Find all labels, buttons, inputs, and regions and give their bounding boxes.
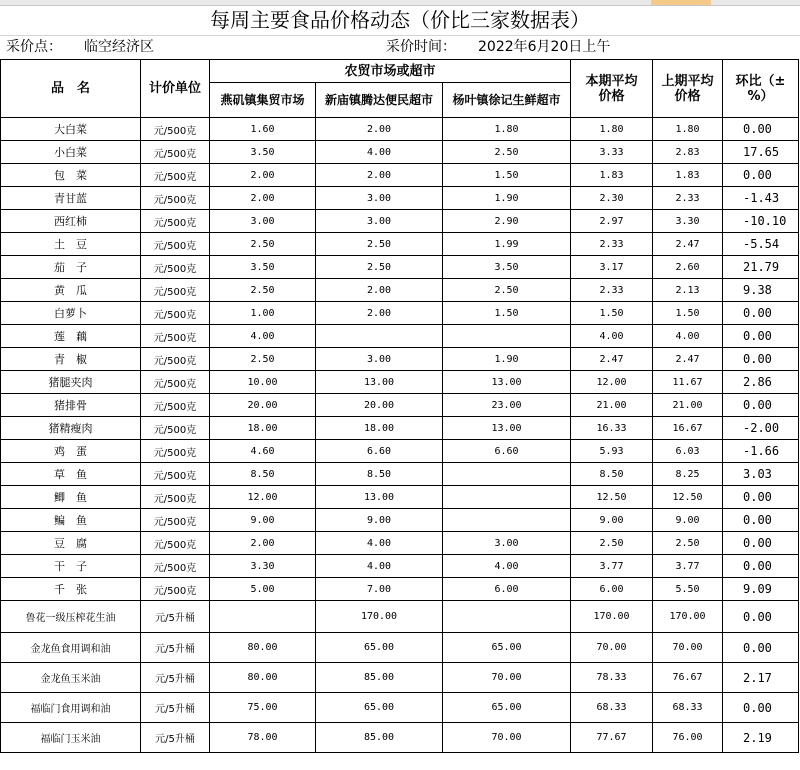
market2-price-cell[interactable]: 2.00 xyxy=(316,302,443,325)
item-name-cell[interactable]: 大白菜 xyxy=(1,118,141,141)
market3-price-cell[interactable]: 23.00 xyxy=(443,394,571,417)
market3-price-cell[interactable]: 2.90 xyxy=(443,210,571,233)
current-avg-cell[interactable]: 2.33 xyxy=(571,233,653,256)
table-row xyxy=(1,486,799,509)
market3-price-cell[interactable] xyxy=(443,325,571,348)
market1-price-cell[interactable]: 4.60 xyxy=(210,440,316,463)
current-avg-cell[interactable]: 2.33 xyxy=(571,279,653,302)
item-name-cell[interactable]: 福临门食用调和油 xyxy=(1,693,141,723)
current-avg-cell[interactable]: 5.93 xyxy=(571,440,653,463)
item-name-cell[interactable]: 黄 瓜 xyxy=(1,279,141,302)
unit-cell[interactable]: 元/500克 xyxy=(141,509,210,532)
table-row xyxy=(1,417,799,440)
prev-avg-cell[interactable]: 3.77 xyxy=(653,555,723,578)
prev-avg-cell[interactable]: 1.50 xyxy=(653,302,723,325)
market3-price-cell[interactable]: 2.50 xyxy=(443,141,571,164)
market2-price-cell[interactable]: 8.50 xyxy=(316,463,443,486)
market3-price-cell[interactable]: 1.90 xyxy=(443,348,571,371)
change-cell[interactable]: -10.10 xyxy=(723,210,799,233)
unit-cell[interactable]: 元/500克 xyxy=(141,279,210,302)
item-name-cell[interactable]: 猪排骨 xyxy=(1,394,141,417)
location-value: 临空经济区 xyxy=(84,39,154,55)
prev-avg-cell[interactable]: 2.47 xyxy=(653,233,723,256)
market2-price-cell[interactable]: 65.00 xyxy=(316,633,443,663)
table-row xyxy=(1,555,799,578)
market3-price-cell[interactable]: 65.00 xyxy=(443,633,571,663)
header-market3[interactable]: 杨叶镇徐记生鲜超市 xyxy=(443,83,571,118)
item-name-cell[interactable]: 土 豆 xyxy=(1,233,141,256)
current-avg-cell[interactable]: 2.47 xyxy=(571,348,653,371)
unit-cell[interactable]: 元/500克 xyxy=(141,486,210,509)
unit-cell[interactable]: 元/5升桶 xyxy=(141,601,210,633)
market1-price-cell[interactable]: 80.00 xyxy=(210,663,316,693)
current-avg-cell[interactable]: 4.00 xyxy=(571,325,653,348)
change-cell[interactable]: 0.00 xyxy=(723,394,799,417)
item-name-cell[interactable]: 小白菜 xyxy=(1,141,141,164)
market1-price-cell[interactable]: 2.50 xyxy=(210,233,316,256)
change-cell[interactable]: 9.09 xyxy=(723,578,799,601)
header-market1[interactable]: 燕矶镇集贸市场 xyxy=(210,83,316,118)
price-table xyxy=(0,59,799,753)
current-avg-cell[interactable]: 1.83 xyxy=(571,164,653,187)
header-name[interactable]: 品 名 xyxy=(1,60,141,118)
current-avg-cell[interactable]: 68.33 xyxy=(571,693,653,723)
item-name-cell[interactable]: 金龙鱼食用调和油 xyxy=(1,633,141,663)
current-avg-cell[interactable]: 170.00 xyxy=(571,601,653,633)
market3-price-cell[interactable]: 3.50 xyxy=(443,256,571,279)
market1-price-cell[interactable]: 10.00 xyxy=(210,371,316,394)
time-value: 2022年6月20日上午 xyxy=(478,39,611,55)
market3-price-cell[interactable]: 3.00 xyxy=(443,532,571,555)
change-cell[interactable]: 0.00 xyxy=(723,164,799,187)
market1-price-cell[interactable]: 3.50 xyxy=(210,256,316,279)
market3-price-cell[interactable]: 2.50 xyxy=(443,279,571,302)
market1-price-cell[interactable]: 18.00 xyxy=(210,417,316,440)
table-row xyxy=(1,187,799,210)
current-avg-cell[interactable]: 6.00 xyxy=(571,578,653,601)
prev-avg-cell[interactable]: 2.47 xyxy=(653,348,723,371)
unit-cell[interactable]: 元/500克 xyxy=(141,440,210,463)
market3-price-cell[interactable]: 70.00 xyxy=(443,723,571,753)
unit-cell[interactable]: 元/500克 xyxy=(141,164,210,187)
table-row xyxy=(1,371,799,394)
change-cell[interactable]: 0.00 xyxy=(723,555,799,578)
unit-cell[interactable]: 元/500克 xyxy=(141,210,210,233)
market1-price-cell[interactable]: 75.00 xyxy=(210,693,316,723)
change-cell[interactable]: -1.43 xyxy=(723,187,799,210)
market3-price-cell[interactable]: 1.90 xyxy=(443,187,571,210)
market2-price-cell[interactable]: 9.00 xyxy=(316,509,443,532)
market2-price-cell[interactable]: 6.60 xyxy=(316,440,443,463)
header-market-group[interactable]: 农贸市场或超市 xyxy=(210,60,571,83)
change-cell[interactable]: 0.00 xyxy=(723,348,799,371)
market1-price-cell[interactable]: 78.00 xyxy=(210,723,316,753)
item-name-cell[interactable]: 鳊 鱼 xyxy=(1,509,141,532)
prev-avg-cell[interactable]: 12.50 xyxy=(653,486,723,509)
market1-price-cell[interactable]: 80.00 xyxy=(210,633,316,663)
item-name-cell[interactable]: 莲 藕 xyxy=(1,325,141,348)
unit-cell[interactable]: 元/500克 xyxy=(141,233,210,256)
item-name-cell[interactable]: 西红柿 xyxy=(1,210,141,233)
item-name-cell[interactable]: 包 菜 xyxy=(1,164,141,187)
change-cell[interactable]: -1.66 xyxy=(723,440,799,463)
table-row xyxy=(1,164,799,187)
item-name-cell[interactable]: 金龙鱼玉米油 xyxy=(1,663,141,693)
market3-price-cell[interactable]: 13.00 xyxy=(443,417,571,440)
unit-cell[interactable]: 元/500克 xyxy=(141,118,210,141)
sheet-title: 每周主要食品价格动态（价比三家数据表） xyxy=(0,5,800,36)
table-row xyxy=(1,440,799,463)
market2-price-cell[interactable]: 3.00 xyxy=(316,348,443,371)
market2-price-cell[interactable]: 85.00 xyxy=(316,723,443,753)
prev-avg-cell[interactable]: 68.33 xyxy=(653,693,723,723)
current-avg-cell[interactable]: 2.30 xyxy=(571,187,653,210)
header-market2[interactable]: 新庙镇腾达便民超市 xyxy=(316,83,443,118)
change-cell[interactable]: 3.03 xyxy=(723,463,799,486)
prev-avg-cell[interactable]: 8.25 xyxy=(653,463,723,486)
current-avg-cell[interactable]: 3.77 xyxy=(571,555,653,578)
market1-price-cell[interactable]: 2.50 xyxy=(210,279,316,302)
unit-cell[interactable]: 元/500克 xyxy=(141,302,210,325)
market3-price-cell[interactable] xyxy=(443,463,571,486)
current-avg-cell[interactable]: 21.00 xyxy=(571,394,653,417)
change-cell[interactable]: 2.19 xyxy=(723,723,799,753)
table-row xyxy=(1,233,799,256)
item-name-cell[interactable]: 鸡 蛋 xyxy=(1,440,141,463)
market2-price-cell[interactable]: 4.00 xyxy=(316,532,443,555)
unit-cell[interactable]: 元/5升桶 xyxy=(141,723,210,753)
change-cell[interactable]: 0.00 xyxy=(723,601,799,633)
change-cell[interactable]: 0.00 xyxy=(723,302,799,325)
unit-cell[interactable]: 元/500克 xyxy=(141,371,210,394)
current-avg-cell[interactable]: 78.33 xyxy=(571,663,653,693)
item-name-cell[interactable]: 猪腿夹肉 xyxy=(1,371,141,394)
table-row xyxy=(1,693,799,723)
item-name-cell[interactable]: 青甘蓝 xyxy=(1,187,141,210)
table-row xyxy=(1,210,799,233)
current-avg-cell[interactable]: 12.00 xyxy=(571,371,653,394)
prev-avg-cell[interactable]: 6.03 xyxy=(653,440,723,463)
market1-price-cell[interactable]: 2.00 xyxy=(210,187,316,210)
table-row xyxy=(1,279,799,302)
table-row xyxy=(1,463,799,486)
market2-price-cell[interactable]: 4.00 xyxy=(316,555,443,578)
current-avg-cell[interactable]: 70.00 xyxy=(571,633,653,663)
market3-price-cell[interactable]: 65.00 xyxy=(443,693,571,723)
market2-price-cell[interactable]: 7.00 xyxy=(316,578,443,601)
current-avg-cell[interactable]: 2.50 xyxy=(571,532,653,555)
market1-price-cell[interactable]: 3.00 xyxy=(210,210,316,233)
change-cell[interactable]: 0.00 xyxy=(723,325,799,348)
header-unit[interactable]: 计价单位 xyxy=(141,60,210,118)
market3-price-cell[interactable]: 1.50 xyxy=(443,302,571,325)
prev-avg-cell[interactable]: 4.00 xyxy=(653,325,723,348)
item-name-cell[interactable]: 千 张 xyxy=(1,578,141,601)
current-avg-cell[interactable]: 3.17 xyxy=(571,256,653,279)
market3-price-cell[interactable]: 1.50 xyxy=(443,164,571,187)
item-name-cell[interactable]: 白萝卜 xyxy=(1,302,141,325)
table-row xyxy=(1,723,799,753)
unit-cell[interactable]: 元/5升桶 xyxy=(141,693,210,723)
market2-price-cell[interactable]: 2.50 xyxy=(316,256,443,279)
unit-cell[interactable]: 元/500克 xyxy=(141,348,210,371)
unit-cell[interactable]: 元/500克 xyxy=(141,578,210,601)
change-cell[interactable]: 2.17 xyxy=(723,663,799,693)
item-name-cell[interactable]: 茄 子 xyxy=(1,256,141,279)
market1-price-cell[interactable]: 20.00 xyxy=(210,394,316,417)
change-cell[interactable]: -5.54 xyxy=(723,233,799,256)
table-row xyxy=(1,578,799,601)
prev-avg-cell[interactable]: 9.00 xyxy=(653,509,723,532)
market2-price-cell[interactable]: 170.00 xyxy=(316,601,443,633)
change-cell[interactable]: 0.00 xyxy=(723,633,799,663)
change-cell[interactable]: 0.00 xyxy=(723,486,799,509)
current-avg-cell[interactable]: 12.50 xyxy=(571,486,653,509)
change-cell[interactable]: 0.00 xyxy=(723,118,799,141)
unit-cell[interactable]: 元/5升桶 xyxy=(141,633,210,663)
market2-price-cell[interactable]: 20.00 xyxy=(316,394,443,417)
current-avg-cell[interactable]: 8.50 xyxy=(571,463,653,486)
market2-price-cell[interactable]: 2.00 xyxy=(316,164,443,187)
prev-avg-cell[interactable]: 5.50 xyxy=(653,578,723,601)
prev-avg-cell[interactable]: 2.33 xyxy=(653,187,723,210)
table-row xyxy=(1,118,799,141)
change-cell[interactable]: 2.86 xyxy=(723,371,799,394)
table-row xyxy=(1,663,799,693)
prev-avg-cell[interactable]: 16.67 xyxy=(653,417,723,440)
table-row xyxy=(1,348,799,371)
current-avg-cell[interactable]: 2.97 xyxy=(571,210,653,233)
table-row xyxy=(1,532,799,555)
location-label: 采价点： xyxy=(6,39,62,55)
market1-price-cell[interactable] xyxy=(210,601,316,633)
market2-price-cell[interactable]: 4.00 xyxy=(316,141,443,164)
market2-price-cell[interactable]: 85.00 xyxy=(316,663,443,693)
unit-cell[interactable]: 元/500克 xyxy=(141,532,210,555)
table-row xyxy=(1,601,799,633)
market2-price-cell[interactable] xyxy=(316,325,443,348)
time-label: 采价时间： xyxy=(386,39,456,55)
prev-avg-cell[interactable]: 2.50 xyxy=(653,532,723,555)
market1-price-cell[interactable]: 2.00 xyxy=(210,532,316,555)
table-row xyxy=(1,141,799,164)
header-prev-avg[interactable]: 上期平均价格 xyxy=(653,60,723,118)
unit-cell[interactable]: 元/500克 xyxy=(141,187,210,210)
unit-cell[interactable]: 元/500克 xyxy=(141,256,210,279)
market1-price-cell[interactable]: 3.50 xyxy=(210,141,316,164)
table-row xyxy=(1,509,799,532)
market1-price-cell[interactable]: 5.00 xyxy=(210,578,316,601)
item-name-cell[interactable]: 猪精瘦肉 xyxy=(1,417,141,440)
market3-price-cell[interactable]: 4.00 xyxy=(443,555,571,578)
market3-price-cell[interactable]: 6.00 xyxy=(443,578,571,601)
change-cell[interactable]: 0.00 xyxy=(723,693,799,723)
market1-price-cell[interactable]: 12.00 xyxy=(210,486,316,509)
unit-cell[interactable]: 元/5升桶 xyxy=(141,663,210,693)
item-name-cell[interactable]: 福临门玉米油 xyxy=(1,723,141,753)
prev-avg-cell[interactable]: 70.00 xyxy=(653,633,723,663)
header-change[interactable]: 环比（±%） xyxy=(723,60,799,118)
unit-cell[interactable]: 元/500克 xyxy=(141,325,210,348)
prev-avg-cell[interactable]: 2.83 xyxy=(653,141,723,164)
item-name-cell[interactable]: 鲫 鱼 xyxy=(1,486,141,509)
market3-price-cell[interactable] xyxy=(443,601,571,633)
market2-price-cell[interactable]: 2.50 xyxy=(316,233,443,256)
current-avg-cell[interactable]: 3.33 xyxy=(571,141,653,164)
prev-avg-cell[interactable]: 11.67 xyxy=(653,371,723,394)
unit-cell[interactable]: 元/500克 xyxy=(141,417,210,440)
market2-price-cell[interactable]: 13.00 xyxy=(316,486,443,509)
current-avg-cell[interactable]: 77.67 xyxy=(571,723,653,753)
prev-avg-cell[interactable]: 76.67 xyxy=(653,663,723,693)
market3-price-cell[interactable]: 13.00 xyxy=(443,371,571,394)
market2-price-cell[interactable]: 2.00 xyxy=(316,279,443,302)
info-bar xyxy=(0,36,800,59)
market1-price-cell[interactable]: 9.00 xyxy=(210,509,316,532)
market2-price-cell[interactable]: 3.00 xyxy=(316,187,443,210)
market2-price-cell[interactable]: 18.00 xyxy=(316,417,443,440)
prev-avg-cell[interactable]: 76.00 xyxy=(653,723,723,753)
market1-price-cell[interactable]: 2.00 xyxy=(210,164,316,187)
market2-price-cell[interactable]: 65.00 xyxy=(316,693,443,723)
current-avg-cell[interactable]: 1.50 xyxy=(571,302,653,325)
table-row xyxy=(1,256,799,279)
market3-price-cell[interactable]: 1.80 xyxy=(443,118,571,141)
unit-cell[interactable]: 元/500克 xyxy=(141,394,210,417)
table-row xyxy=(1,633,799,663)
current-avg-cell[interactable]: 9.00 xyxy=(571,509,653,532)
change-cell[interactable]: -2.00 xyxy=(723,417,799,440)
unit-cell[interactable]: 元/500克 xyxy=(141,463,210,486)
table-row xyxy=(1,325,799,348)
item-name-cell[interactable]: 草 鱼 xyxy=(1,463,141,486)
header-current-avg[interactable]: 本期平均价格 xyxy=(571,60,653,118)
market3-price-cell[interactable]: 1.99 xyxy=(443,233,571,256)
market1-price-cell[interactable]: 4.00 xyxy=(210,325,316,348)
market2-price-cell[interactable]: 2.00 xyxy=(316,118,443,141)
change-cell[interactable]: 9.38 xyxy=(723,279,799,302)
change-cell[interactable]: 17.65 xyxy=(723,141,799,164)
current-avg-cell[interactable]: 16.33 xyxy=(571,417,653,440)
prev-avg-cell[interactable]: 1.80 xyxy=(653,118,723,141)
market3-price-cell[interactable] xyxy=(443,486,571,509)
change-cell[interactable]: 0.00 xyxy=(723,509,799,532)
prev-avg-cell[interactable]: 2.60 xyxy=(653,256,723,279)
market2-price-cell[interactable]: 3.00 xyxy=(316,210,443,233)
table-row xyxy=(1,302,799,325)
prev-avg-cell[interactable]: 1.83 xyxy=(653,164,723,187)
prev-avg-cell[interactable]: 2.13 xyxy=(653,279,723,302)
item-name-cell[interactable]: 鲁花一级压榨花生油 xyxy=(1,601,141,633)
current-avg-cell[interactable]: 1.80 xyxy=(571,118,653,141)
market1-price-cell[interactable]: 1.60 xyxy=(210,118,316,141)
item-name-cell[interactable]: 豆 腐 xyxy=(1,532,141,555)
change-cell[interactable]: 21.79 xyxy=(723,256,799,279)
change-cell[interactable]: 0.00 xyxy=(723,532,799,555)
market3-price-cell[interactable]: 70.00 xyxy=(443,663,571,693)
item-name-cell[interactable]: 干 子 xyxy=(1,555,141,578)
market2-price-cell[interactable]: 13.00 xyxy=(316,371,443,394)
market1-price-cell[interactable]: 1.00 xyxy=(210,302,316,325)
prev-avg-cell[interactable]: 21.00 xyxy=(653,394,723,417)
market3-price-cell[interactable] xyxy=(443,509,571,532)
market3-price-cell[interactable]: 6.60 xyxy=(443,440,571,463)
unit-cell[interactable]: 元/500克 xyxy=(141,141,210,164)
unit-cell[interactable]: 元/500克 xyxy=(141,555,210,578)
prev-avg-cell[interactable]: 3.30 xyxy=(653,210,723,233)
prev-avg-cell[interactable]: 170.00 xyxy=(653,601,723,633)
market1-price-cell[interactable]: 3.30 xyxy=(210,555,316,578)
market1-price-cell[interactable]: 2.50 xyxy=(210,348,316,371)
item-name-cell[interactable]: 青 椒 xyxy=(1,348,141,371)
market1-price-cell[interactable]: 8.50 xyxy=(210,463,316,486)
table-row xyxy=(1,394,799,417)
